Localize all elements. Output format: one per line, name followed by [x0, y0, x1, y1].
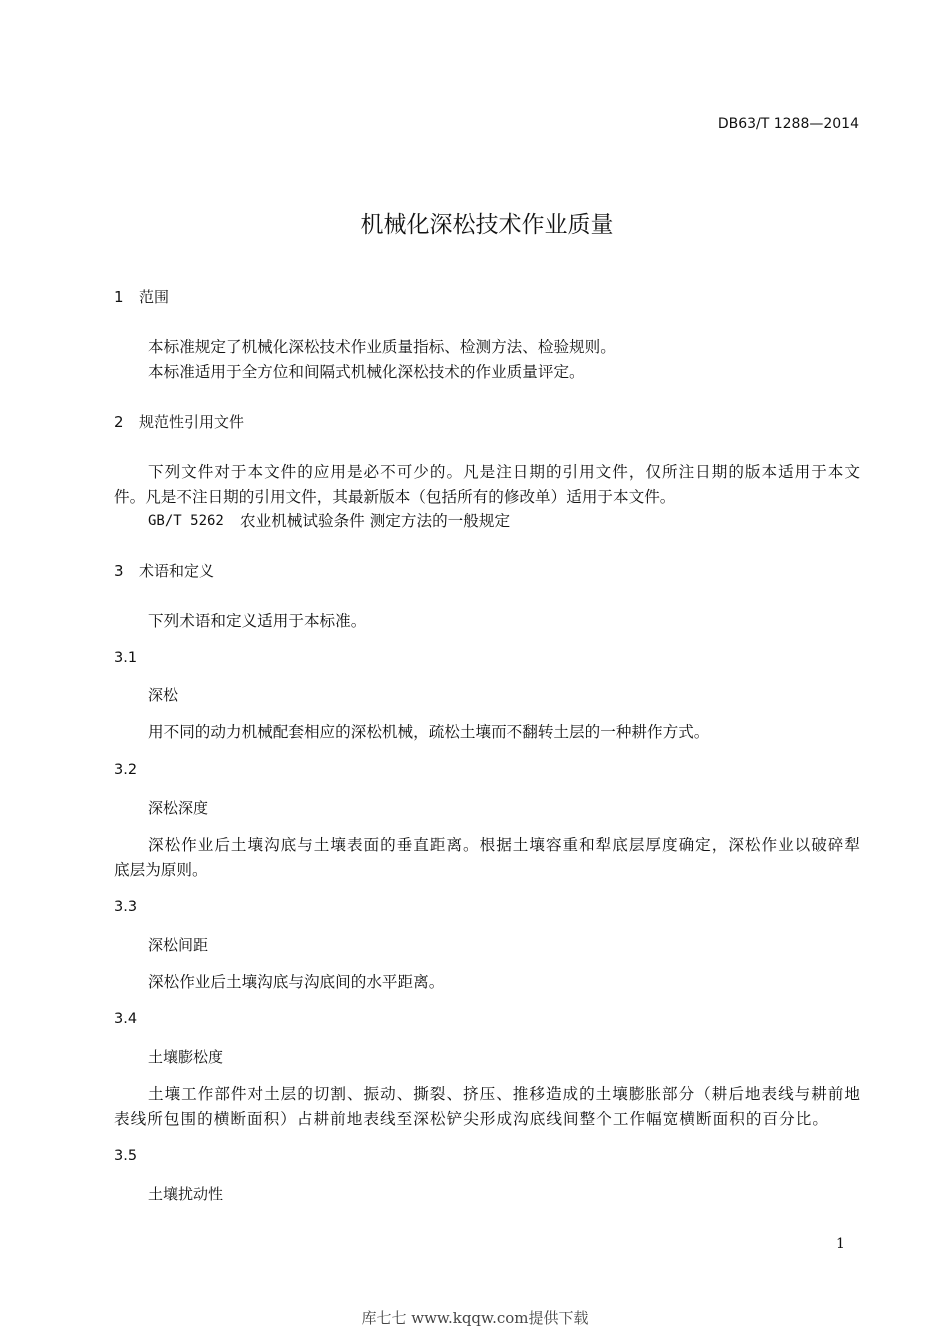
term-name: 深松间距 — [148, 936, 209, 954]
section-3-number: 3 — [114, 562, 124, 580]
paragraph-line: 件。凡是不注日期的引用文件，其最新版本（包括所有的修改单）适用于本文件。 — [114, 488, 676, 506]
term-name: 土壤膨松度 — [148, 1048, 224, 1066]
reference-code: GB/T 5262 — [148, 513, 224, 529]
term-number: 3.5 — [114, 1148, 138, 1164]
paragraph-line: 深松作业后土壤沟底与沟底间的水平距离。 — [148, 973, 445, 991]
footer-watermark: 库七七 www.kqqw.com提供下载 — [361, 1309, 589, 1327]
term-number: 3.3 — [114, 899, 138, 915]
doc-code: DB63/T 1288—2014 — [717, 116, 859, 132]
term-name: 深松深度 — [148, 799, 209, 817]
term-number: 3.2 — [114, 762, 138, 778]
paragraph-line: 深松作业后土壤沟底与土壤表面的垂直距离。根据土壤容重和犁底层厚度确定，深松作业以破碎犁 — [148, 836, 860, 854]
paragraph-line: 底层为原则。 — [114, 861, 208, 879]
section-1-number: 1 — [114, 288, 124, 306]
paragraph-line: 本标准适用于全方位和间隔式机械化深松技术的作业质量评定。 — [148, 363, 585, 381]
page-number: 1 — [836, 1236, 845, 1252]
paragraph-line: 用不同的动力机械配套相应的深松机械，疏松土壤而不翻转土层的一种耕作方式。 — [148, 723, 710, 741]
paragraph-line: 土壤工作部件对土层的切割、振动、撕裂、挤压、推移造成的土壤膨胀部分（耕后地表线与耕前地 — [148, 1085, 860, 1103]
paragraph-line: 本标准规定了机械化深松技术作业质量指标、检测方法、检验规则。 — [148, 338, 616, 356]
section-2-title: 规范性引用文件 — [139, 413, 245, 431]
paragraph-line: 下列术语和定义适用于本标准。 — [148, 612, 367, 630]
paragraph-line: 下列文件对于本文件的应用是必不可少的。凡是注日期的引用文件，仅所注日期的版本适用于本文 — [148, 463, 860, 481]
term-name: 深松 — [148, 686, 179, 704]
paragraph-line: 表线所包围的横断面积）占耕前地表线至深松铲尖形成沟底线间整个工作幅宽横断面积的百分比。 — [114, 1110, 828, 1128]
page-title: 机械化深松技术作业质量 — [360, 212, 614, 238]
term-number: 3.1 — [114, 650, 138, 666]
reference-title: 农业机械试验条件 测定方法的一般规定 — [240, 512, 511, 530]
section-3-title: 术语和定义 — [139, 562, 215, 580]
section-2-number: 2 — [114, 413, 124, 431]
term-name: 土壤扰动性 — [148, 1185, 224, 1203]
term-number: 3.4 — [114, 1011, 138, 1027]
section-1-title: 范围 — [139, 288, 170, 306]
